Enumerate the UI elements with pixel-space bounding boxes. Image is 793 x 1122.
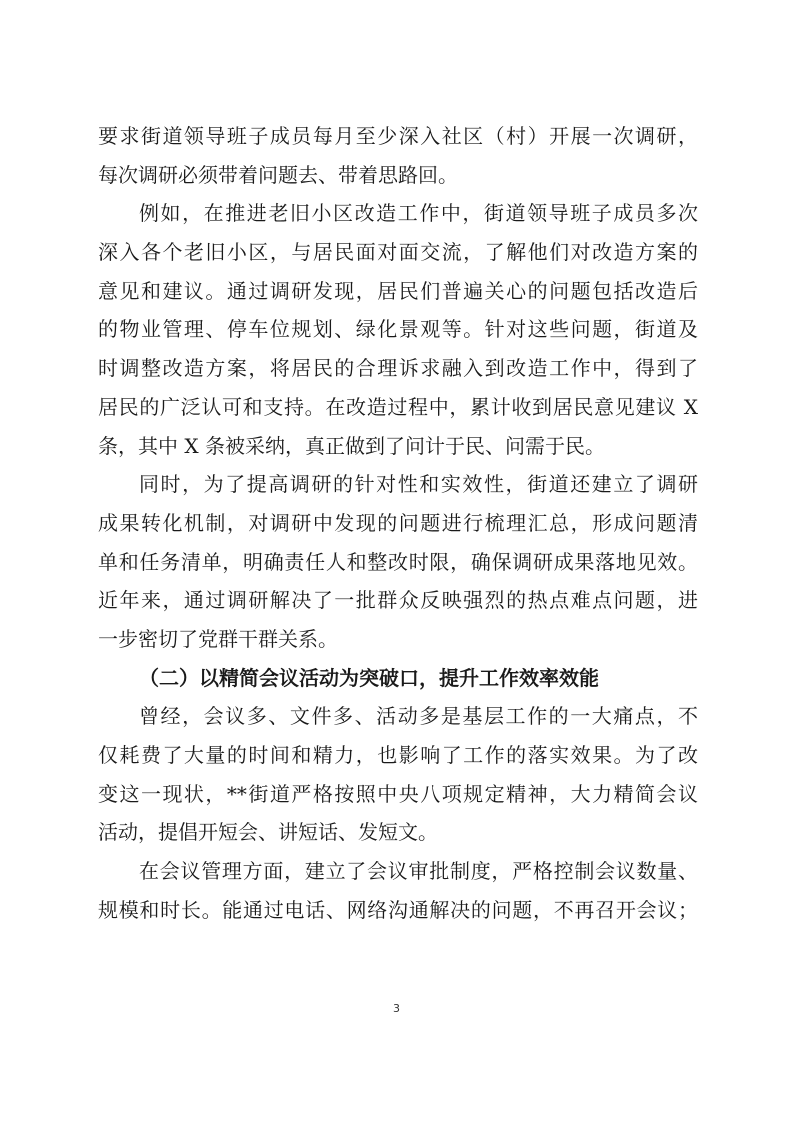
text-line: 仅耗费了大量的时间和精力，也影响了工作的落实效果。为了改 — [98, 743, 698, 767]
text-line: 居民的广泛认可和支持。在改造过程中，累计收到居民意见建议 X — [98, 394, 698, 419]
text-line: 在会议管理方面，建立了会议审批制度，严格控制会议数量、 — [139, 859, 698, 884]
text-line: 曾经，会议多、文件多、活动多是基层工作的一大痛点，不 — [139, 704, 698, 729]
text-line: 一步密切了党群干群关系。 — [98, 626, 338, 651]
text-line: 变这一现状，**街道严格按照中央八项规定精神，大力精简会议 — [98, 781, 698, 806]
section-heading: （二）以精简会议活动为突破口，提升工作效率效能 — [139, 665, 599, 690]
text-line: 同时，为了提高调研的针对性和实效性，街道还建立了调研 — [139, 472, 698, 497]
text-line: 例如，在推进老旧小区改造工作中，街道领导班子成员多次 — [139, 201, 698, 226]
page-number: 3 — [393, 1002, 400, 1015]
text-line: 的物业管理、停车位规划、绿化景观等。针对这些问题，街道及 — [98, 317, 698, 342]
text-line: 成果转化机制，对调研中发现的问题进行梳理汇总，形成问题清 — [98, 510, 698, 535]
text-line: 要求街道领导班子成员每月至少深入社区（村）开展一次调研， — [98, 124, 698, 148]
text-line: 近年来，通过调研解决了一批群众反映强烈的热点难点问题，进 — [98, 588, 698, 613]
text-line: 条，其中 X 条被采纳，真正做到了问计于民、问需于民。 — [98, 433, 605, 458]
text-line: 每次调研必须带着问题去、带着思路回。 — [98, 162, 458, 187]
text-line: 意见和建议。通过调研发现，居民们普遍关心的问题包括改造后 — [98, 278, 698, 303]
text-line: 规模和时长。能通过电话、网络沟通解决的问题，不再召开会议； — [98, 897, 698, 922]
body-text — [98, 117, 698, 929]
text-line: 活动，提倡开短会、讲短话、发短文。 — [98, 820, 438, 845]
text-line: 单和任务清单，明确责任人和整改时限，确保调研成果落地见效。 — [98, 549, 698, 574]
text-line: 时调整改造方案，将居民的合理诉求融入到改造工作中，得到了 — [98, 356, 698, 381]
text-line: 深入各个老旧小区，与居民面对面交流，了解他们对改造方案的 — [98, 240, 698, 265]
